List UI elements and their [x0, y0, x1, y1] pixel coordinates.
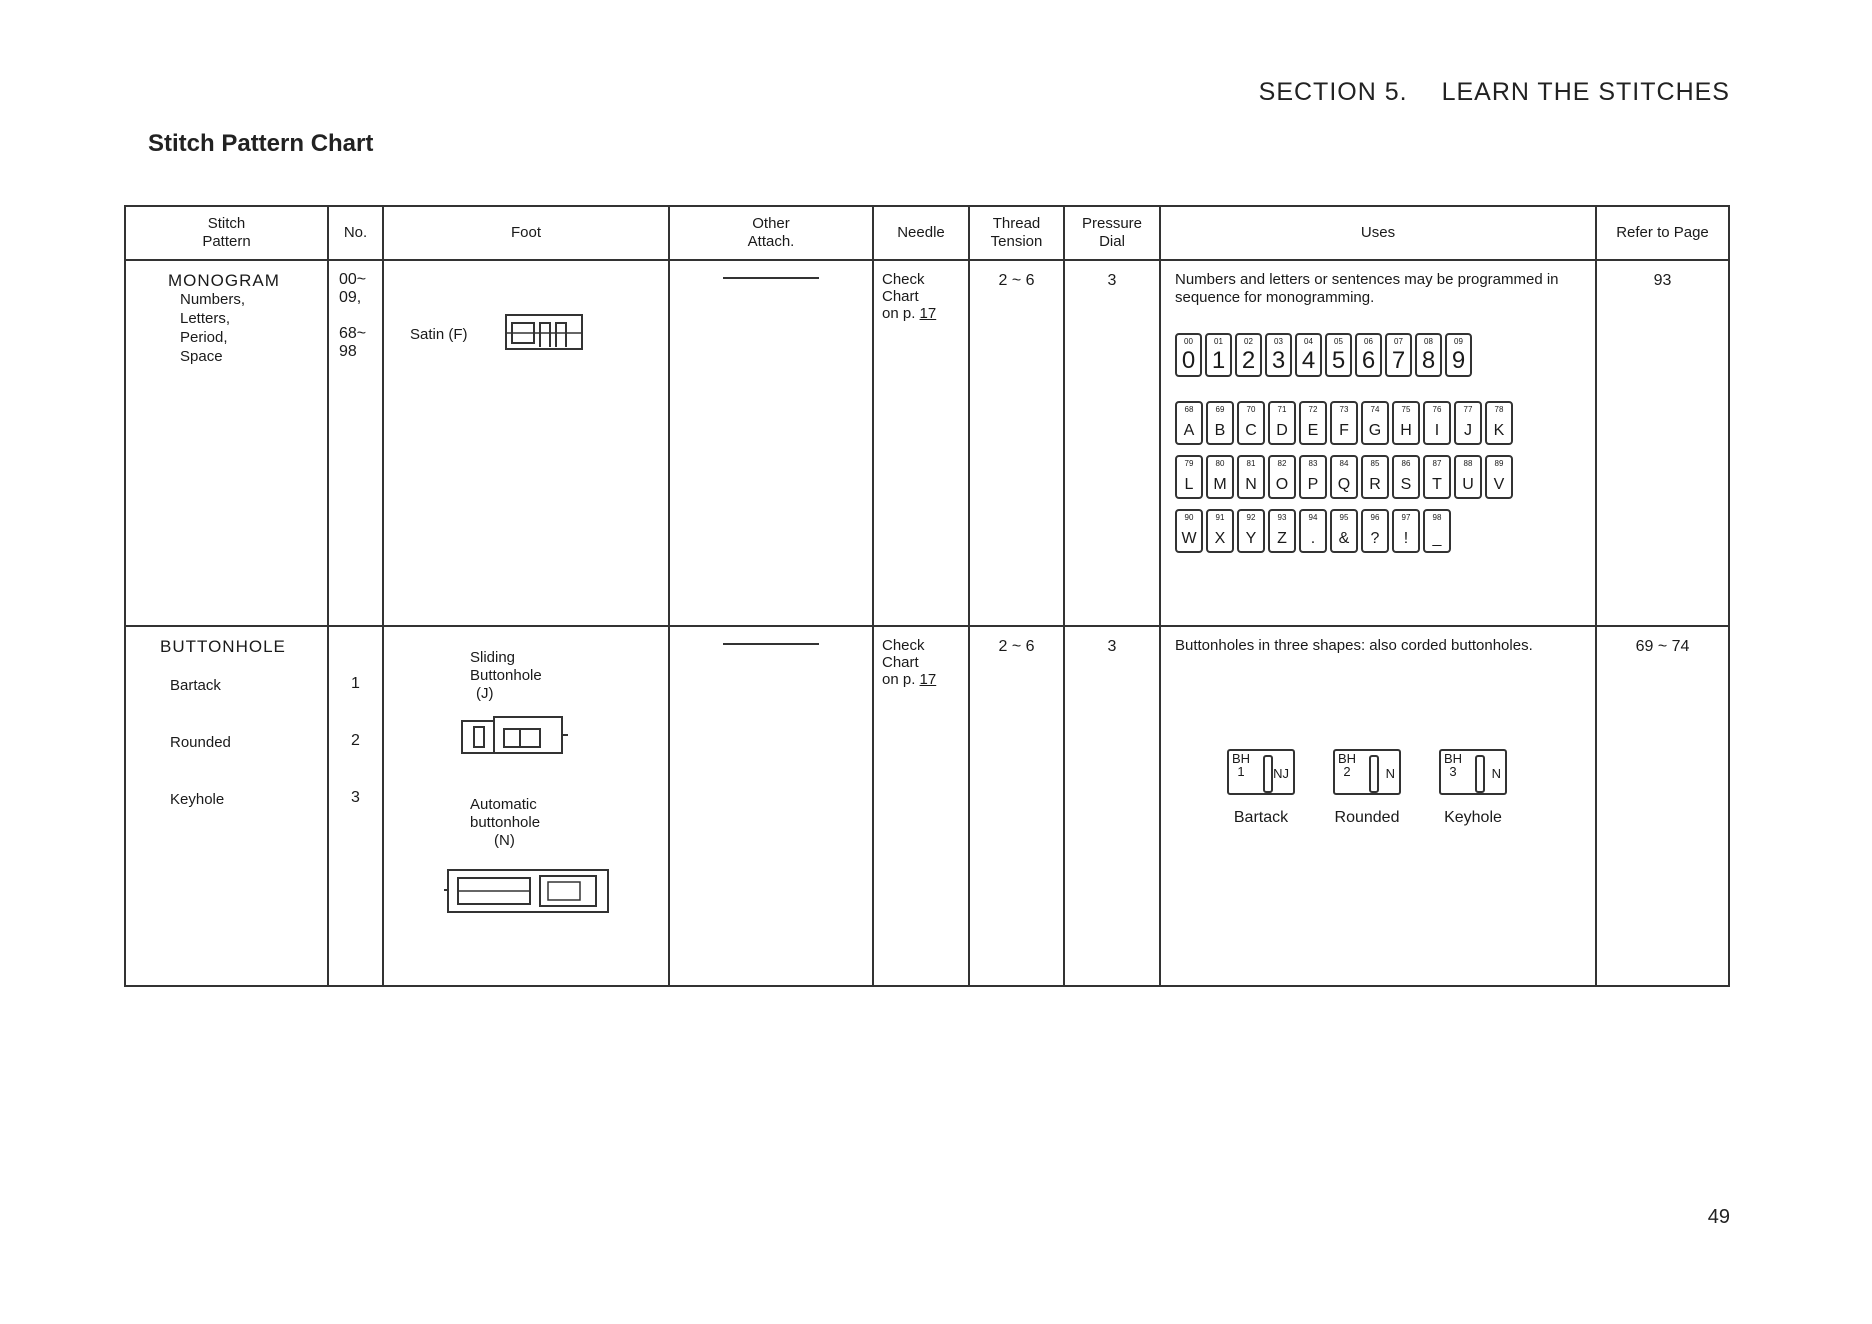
stitch-key [1175, 455, 1203, 499]
stitch-key-char: Y [1245, 530, 1257, 547]
stitch-key-code: 86 [1401, 459, 1411, 468]
col-thread-tension: Thread Tension [969, 206, 1064, 260]
bh-key-foot: N [1385, 766, 1395, 781]
letter-key-row [1175, 509, 1587, 553]
stitch-key-code: 91 [1215, 513, 1225, 522]
section-header [1259, 78, 1730, 107]
buttonhole-shape-key [1227, 749, 1295, 795]
stitch-key [1454, 401, 1482, 445]
monogram-sub-period: Period, [180, 329, 228, 346]
automatic-buttonhole-foot-icon [444, 864, 660, 925]
stitch-key-code: 97 [1401, 513, 1411, 522]
buttonhole-shape-key [1439, 749, 1507, 795]
stitch-key-char: W [1181, 530, 1197, 547]
stitch-key-char: & [1338, 530, 1350, 547]
stitch-key [1268, 455, 1296, 499]
stitch-key-code: 77 [1463, 405, 1473, 414]
bh-key-number: 3 [1449, 764, 1457, 779]
buttonhole-pressure-cell: 3 [1064, 626, 1160, 986]
monogram-sub-space: Space [180, 348, 223, 365]
satin-foot-icon [504, 309, 586, 360]
stitch-key [1355, 333, 1382, 377]
sliding-buttonhole-foot-icon [460, 713, 660, 764]
bh-key-number: 2 [1343, 764, 1351, 779]
bh-key-label: BH [1338, 751, 1357, 766]
stitch-key [1237, 401, 1265, 445]
stitch-key-char: . [1310, 530, 1316, 547]
stitch-key-char: Q [1337, 476, 1351, 493]
stitch-key [1299, 455, 1327, 499]
col-foot: Foot [383, 206, 669, 260]
stitch-key-code: 92 [1246, 513, 1256, 522]
stitch-key [1237, 509, 1265, 553]
stitch-pattern-table [124, 205, 1730, 987]
stitch-key-char: O [1275, 476, 1289, 493]
stitch-key-char: 0 [1181, 347, 1196, 374]
stitch-key [1361, 455, 1389, 499]
stitch-key-code: 69 [1215, 405, 1225, 414]
buttonhole-refer-cell: 69 ~ 74 [1596, 626, 1729, 986]
stitch-key-code: 07 [1394, 337, 1403, 346]
stitch-key-char: X [1214, 530, 1226, 547]
stitch-key [1175, 333, 1202, 377]
stitch-key [1392, 509, 1420, 553]
stitch-key-char: P [1307, 476, 1319, 493]
stitch-key-code: 70 [1246, 405, 1256, 414]
stitch-key [1445, 333, 1472, 377]
col-uses: Uses [1160, 206, 1596, 260]
buttonhole-pattern-name: BUTTONHOLE [160, 637, 286, 656]
buttonhole-shape-label: Keyhole [1444, 809, 1502, 826]
col-pressure-dial: Pressure Dial [1064, 206, 1160, 260]
stitch-key-code: 75 [1401, 405, 1411, 414]
buttonhole-attach-none [723, 643, 819, 645]
stitch-key-char: 2 [1241, 347, 1256, 374]
monogram-attach-cell [669, 260, 873, 626]
buttonhole-sub-keyhole: Keyhole [170, 791, 225, 808]
buttonhole-uses-text: Buttonholes in three shapes: also corded buttonholes. [1175, 637, 1533, 654]
monogram-tension-cell: 2 ~ 6 [969, 260, 1064, 626]
stitch-key-char: A [1183, 422, 1195, 439]
stitch-key [1485, 455, 1513, 499]
buttonhole-sub-bartack: Bartack [170, 677, 221, 694]
automatic-buttonhole-foot-label: Automatic buttonhole (N) [470, 796, 541, 849]
stitch-key-char: K [1493, 422, 1505, 439]
stitch-key-char: 7 [1391, 347, 1406, 374]
stitch-key [1299, 509, 1327, 553]
stitch-key [1299, 401, 1327, 445]
stitch-key-char: 3 [1271, 347, 1286, 374]
stitch-key-code: 89 [1494, 459, 1504, 468]
stitch-key [1454, 455, 1482, 499]
stitch-key-char: L [1184, 476, 1194, 493]
stitch-key-char: _ [1432, 530, 1442, 547]
stitch-key-code: 85 [1370, 459, 1380, 468]
bh-key-foot: N [1491, 766, 1501, 781]
stitch-key [1206, 455, 1234, 499]
stitch-key-char: E [1307, 422, 1319, 439]
table-header-row [125, 206, 1729, 260]
monogram-pattern-name: MONOGRAM [168, 271, 280, 290]
stitch-key [1423, 401, 1451, 445]
buttonhole-needle-page-link: 17 [919, 671, 937, 688]
monogram-uses-text: Numbers and letters or sentences may be programmed in sequence for monogramming. [1175, 271, 1559, 306]
buttonhole-pattern-cell [125, 626, 328, 986]
col-other-attach: Other Attach. [669, 206, 873, 260]
monogram-sub-letters: Letters, [180, 310, 231, 327]
col-refer-to-page: Refer to Page [1596, 206, 1729, 260]
stitch-key [1485, 401, 1513, 445]
stitch-key [1237, 455, 1265, 499]
stitch-key-code: 83 [1308, 459, 1318, 468]
stitch-key-code: 82 [1277, 459, 1287, 468]
stitch-key [1325, 333, 1352, 377]
buttonhole-bar-icon [1369, 755, 1379, 793]
stitch-key-code: 71 [1277, 405, 1287, 414]
stitch-key-code: 00 [1184, 337, 1193, 346]
stitch-key-char: 1 [1211, 347, 1226, 374]
stitch-key-code: 72 [1308, 405, 1318, 414]
stitch-key-code: 03 [1274, 337, 1283, 346]
stitch-key [1385, 333, 1412, 377]
monogram-sub-numbers: Numbers, [180, 291, 246, 308]
stitch-key [1330, 401, 1358, 445]
stitch-key-char: 6 [1361, 347, 1376, 374]
buttonhole-shape-keys [1227, 749, 1587, 827]
stitch-key-char: ? [1370, 530, 1380, 547]
stitch-key-char: V [1493, 476, 1505, 493]
stitch-key [1175, 401, 1203, 445]
stitch-key-char: R [1369, 476, 1381, 493]
stitch-key [1265, 333, 1292, 377]
stitch-key-code: 81 [1246, 459, 1256, 468]
stitch-key-char: N [1245, 476, 1257, 493]
col-needle: Needle [873, 206, 969, 260]
letter-key-rows [1175, 401, 1587, 553]
stitch-key-code: 68 [1184, 405, 1194, 414]
monogram-needle-page-link: 17 [919, 305, 937, 322]
buttonhole-attach-cell [669, 626, 873, 986]
buttonhole-tension-cell: 2 ~ 6 [969, 626, 1064, 986]
letter-key-row [1175, 455, 1587, 499]
satin-foot-label: Satin (F) [410, 325, 468, 343]
stitch-key-code: 96 [1370, 513, 1380, 522]
stitch-key-char: 9 [1451, 347, 1466, 374]
bh-key-foot: NJ [1273, 766, 1289, 781]
stitch-key-char: I [1434, 422, 1440, 439]
stitch-key-char: C [1245, 422, 1257, 439]
stitch-key-char: 4 [1301, 347, 1316, 374]
monogram-needle-cell: Check Chart on p. 17 [873, 260, 969, 626]
stitch-key-char: J [1464, 422, 1472, 439]
stitch-key [1361, 509, 1389, 553]
stitch-key [1392, 455, 1420, 499]
stitch-key-code: 94 [1308, 513, 1318, 522]
stitch-key-code: 02 [1244, 337, 1253, 346]
stitch-key [1235, 333, 1262, 377]
stitch-key-code: 90 [1184, 513, 1194, 522]
stitch-key-code: 98 [1432, 513, 1442, 522]
buttonhole-uses-cell [1160, 626, 1596, 986]
stitch-key-code: 74 [1370, 405, 1380, 414]
stitch-key-char: Z [1277, 530, 1287, 547]
letter-key-row [1175, 401, 1587, 445]
stitch-key-char: 8 [1421, 347, 1436, 374]
buttonhole-bar-icon [1475, 755, 1485, 793]
stitch-key-char: F [1339, 422, 1349, 439]
stitch-key [1392, 401, 1420, 445]
stitch-key-code: 78 [1494, 405, 1504, 414]
table-row-monogram [125, 260, 1729, 626]
stitch-key-code: 06 [1364, 337, 1373, 346]
stitch-key-char: B [1214, 422, 1226, 439]
section-title: LEARN THE STITCHES [1441, 78, 1730, 106]
stitch-key [1268, 509, 1296, 553]
buttonhole-shape-label: Bartack [1233, 809, 1289, 826]
stitch-key-char: H [1400, 422, 1412, 439]
stitch-key-char: U [1462, 476, 1474, 493]
buttonhole-shape-item [1333, 749, 1401, 827]
monogram-attach-none [723, 277, 819, 279]
buttonhole-needle-cell: Check Chart on p. 17 [873, 626, 969, 986]
stitch-key-code: 73 [1339, 405, 1349, 414]
stitch-key-code: 79 [1184, 459, 1194, 468]
stitch-key [1361, 401, 1389, 445]
stitch-key [1330, 455, 1358, 499]
stitch-key-code: 95 [1339, 513, 1349, 522]
buttonhole-shape-label: Rounded [1334, 809, 1400, 826]
monogram-pressure-cell: 3 [1064, 260, 1160, 626]
bh-key-label: BH [1232, 751, 1251, 766]
stitch-key [1295, 333, 1322, 377]
monogram-pattern-cell [125, 260, 328, 626]
stitch-key-char: D [1276, 422, 1288, 439]
stitch-key [1205, 333, 1232, 377]
buttonhole-shape-key [1333, 749, 1401, 795]
stitch-key-code: 84 [1339, 459, 1349, 468]
stitch-key-char: T [1432, 476, 1442, 493]
stitch-key [1268, 401, 1296, 445]
stitch-key-char: S [1400, 476, 1412, 493]
digit-key-row [1175, 333, 1587, 377]
stitch-key-char: 5 [1331, 347, 1346, 374]
stitch-key-code: 93 [1277, 513, 1287, 522]
page-number: 49 [1707, 1206, 1730, 1228]
stitch-key-code: 88 [1463, 459, 1473, 468]
section-number: SECTION 5. [1258, 78, 1408, 106]
stitch-key [1175, 509, 1203, 553]
buttonhole-shape-item [1227, 749, 1295, 827]
stitch-key-code: 87 [1432, 459, 1442, 468]
stitch-key [1423, 455, 1451, 499]
table-row-buttonhole [125, 626, 1729, 986]
col-stitch-pattern: Stitch Pattern [125, 206, 328, 260]
monogram-no-cell: 00~ 09, 68~ 98 [328, 260, 383, 626]
buttonhole-shape-item [1439, 749, 1507, 827]
stitch-key [1330, 509, 1358, 553]
stitch-key-code: 04 [1304, 337, 1313, 346]
stitch-key [1423, 509, 1451, 553]
stitch-key [1206, 509, 1234, 553]
monogram-refer-cell: 93 [1596, 260, 1729, 626]
stitch-key-code: 08 [1424, 337, 1433, 346]
bh-key-number: 1 [1237, 764, 1245, 779]
page-title: Stitch Pattern Chart [148, 130, 374, 157]
col-no: No. [328, 206, 383, 260]
buttonhole-bar-icon [1263, 755, 1273, 793]
buttonhole-sub-rounded: Rounded [170, 734, 231, 751]
stitch-key [1206, 401, 1234, 445]
stitch-key [1415, 333, 1442, 377]
stitch-key-code: 09 [1454, 337, 1463, 346]
monogram-uses-cell [1160, 260, 1596, 626]
stitch-key-code: 01 [1214, 337, 1223, 346]
stitch-key-char: G [1368, 422, 1382, 439]
monogram-foot-cell [383, 260, 669, 626]
stitch-key-code: 05 [1334, 337, 1343, 346]
stitch-key-code: 76 [1432, 405, 1442, 414]
sliding-buttonhole-foot-label: Sliding Buttonhole (J) [470, 649, 542, 702]
stitch-key-code: 80 [1215, 459, 1225, 468]
buttonhole-no-cell: 1 2 3 [328, 626, 383, 986]
buttonhole-foot-cell [383, 626, 669, 986]
stitch-key-char: M [1213, 476, 1227, 493]
stitch-key-char: ! [1403, 530, 1409, 547]
bh-key-label: BH [1444, 751, 1463, 766]
